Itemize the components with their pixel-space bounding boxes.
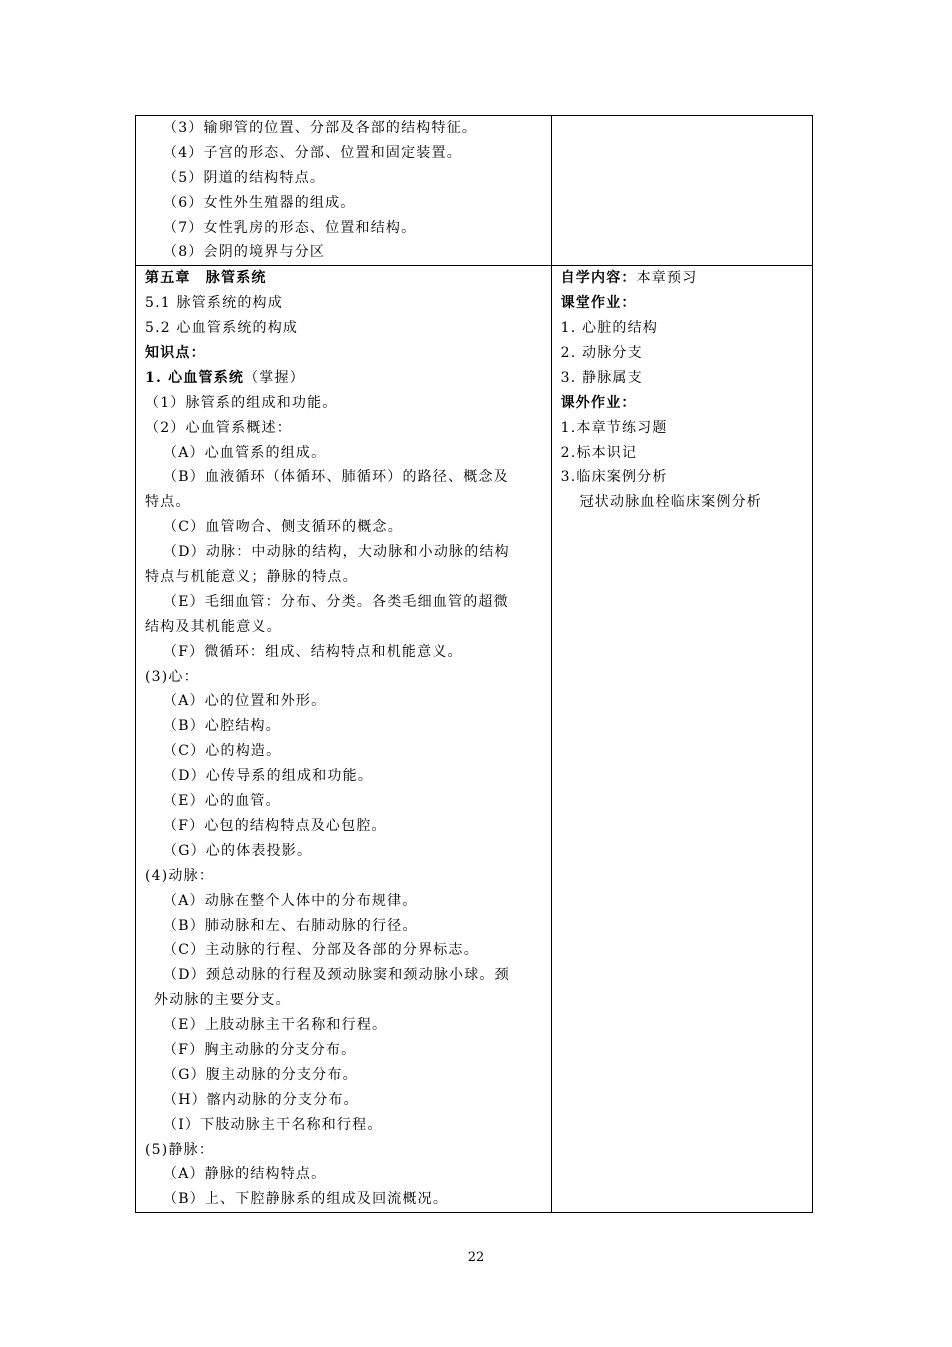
knowledge-label: 知识点：	[145, 345, 206, 362]
list-item: （7）女性乳房的形态、位置和结构。	[163, 219, 417, 236]
syllabus-table	[135, 115, 813, 1213]
list-item: （8）会阴的境界与分区	[163, 244, 326, 261]
left-cell	[136, 266, 552, 1213]
list-item: 1.本章节练习题	[560, 419, 668, 436]
left-cell	[136, 116, 552, 266]
list-item: （D）颈总动脉的行程及颈动脉窦和颈动脉小球。颈	[163, 967, 510, 984]
list-item: 3.临床案例分析	[560, 469, 668, 486]
list-item: （5）阴道的结构特点。	[163, 169, 326, 186]
list-item: （C）血管吻合、侧支循环的概念。	[163, 519, 403, 536]
outside-homework-label: 课外作业：	[560, 394, 637, 411]
list-item: （F）微循环：组成、结构特点和机能意义。	[163, 643, 463, 660]
list-item: （E）上肢动脉主干名称和行程。	[163, 1017, 388, 1034]
list-item: (5)静脉：	[145, 1141, 215, 1158]
chapter-title: 第五章 脉管系统	[145, 270, 267, 287]
list-item: （H）髂内动脉的分支分布。	[163, 1091, 359, 1108]
list-item: （3）输卵管的位置、分部及各部的结构特征。	[163, 120, 478, 136]
list-item: (3)心：	[145, 668, 199, 685]
list-item: （B）血液循环（体循环、肺循环）的路径、概念及	[163, 469, 509, 486]
knowledge-point-level: （掌握）	[244, 369, 305, 386]
list-item: 3. 静脉属支	[560, 369, 643, 386]
list-item: （4）子宫的形态、分部、位置和固定装置。	[163, 144, 462, 161]
list-item: （C）主动脉的行程、分部及各部的分界标志。	[163, 942, 479, 959]
list-item: （F）心包的结构特点及心包腔。	[163, 817, 387, 834]
list-item: （B）肺动脉和左、右肺动脉的行径。	[163, 917, 418, 934]
list-item: （C）心的构造。	[163, 743, 282, 760]
list-item: （6）女性外生殖器的组成。	[163, 194, 356, 211]
list-item: (4)动脉：	[145, 867, 215, 884]
list-item: 特点与机能意义；静脉的特点。	[145, 569, 358, 586]
list-item: （F）胸主动脉的分支分布。	[163, 1041, 357, 1058]
list-item: 冠状动脉血栓临床案例分析	[579, 494, 763, 511]
list-item: （E）心的血管。	[163, 793, 281, 810]
list-item: （A）心的位置和外形。	[163, 693, 327, 710]
list-item: （1）脉管系的组成和功能。	[145, 394, 338, 411]
self-study-value: 本章预习	[636, 270, 698, 287]
list-item: （A）动脉在整个人体中的分布规律。	[163, 892, 418, 909]
list-item: （B）上、下腔静脉系的组成及回流概况。	[163, 1191, 449, 1208]
list-item: （G）心的体表投影。	[163, 842, 313, 859]
self-study	[552, 266, 812, 291]
list-item: 2.标本识记	[560, 444, 638, 461]
list-item: 结构及其机能意义。	[145, 618, 282, 635]
self-study-label: 自学内容：	[560, 270, 637, 287]
list-item: （A）心血管系的组成。	[163, 444, 327, 461]
section-heading: 5.2 心血管系统的构成	[145, 320, 299, 337]
right-cell	[551, 116, 812, 266]
knowledge-point	[136, 366, 551, 391]
right-cell	[551, 266, 812, 1213]
list-item: 外动脉的主要分支。	[154, 992, 291, 1009]
list-item: （B）心腔结构。	[163, 718, 281, 735]
table-row	[136, 116, 813, 266]
table-row	[136, 266, 813, 1213]
list-item: 1. 心脏的结构	[560, 320, 659, 337]
knowledge-point-title: 1. 心血管系统	[145, 369, 245, 386]
class-homework-label: 课堂作业：	[560, 295, 637, 312]
list-item: （D）动脉：中动脉的结构，大动脉和小动脉的结构	[163, 544, 510, 561]
list-item: （G）腹主动脉的分支分布。	[163, 1066, 358, 1083]
section-heading: 5.1 脉管系统的构成	[145, 295, 283, 312]
page-number: 22	[467, 1250, 485, 1265]
list-item: （E）毛细血管：分布、分类。各类毛细血管的超微	[163, 593, 509, 610]
list-item: （I）下肢动脉主干名称和行程。	[163, 1116, 383, 1133]
list-item: （2）心血管系概述：	[145, 419, 292, 436]
list-item: 2. 动脉分支	[560, 345, 643, 362]
list-item: 特点。	[145, 494, 191, 511]
list-item: （A）静脉的结构特点。	[163, 1166, 327, 1183]
list-item: （D）心传导系的组成和功能。	[163, 768, 374, 785]
